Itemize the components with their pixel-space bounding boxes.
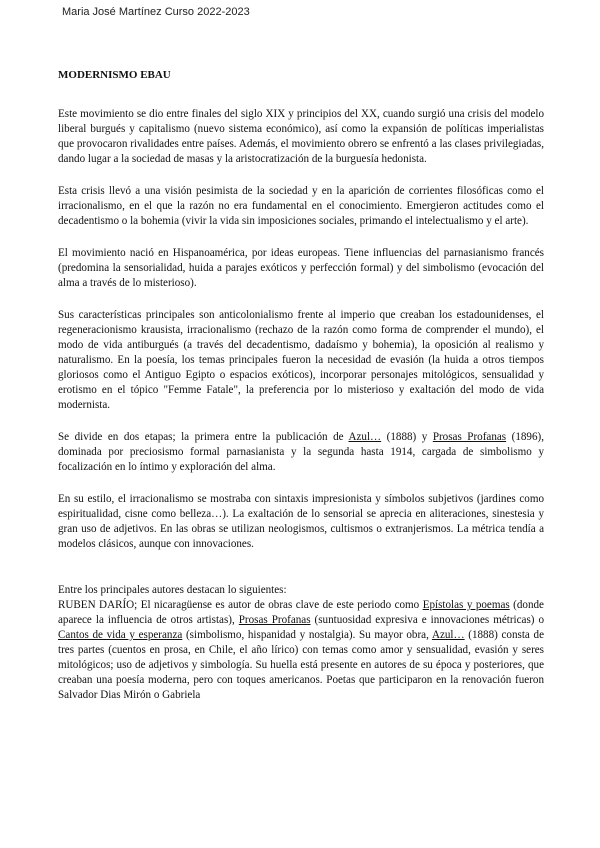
work-title-epistolas: Epístolas y poemas (422, 599, 510, 611)
paragraph-crisis: Esta crisis llevó a una visión pesimista de la sociedad y en la aparición de corrientes filosóficas como el irracionalismo, en el que la razón no era fundamental en el conocimiento. Emergieron actitudes como el decadentismo o la bohemia (vivir la vida sin imposiciones sociales, primando el intelectualismo y el arte). (58, 185, 544, 227)
dario-text-d: (simbolismo, hispanidad y nostalgia). Su mayor obra, (182, 629, 432, 641)
page-header: Maria José Martínez Curso 2022-2023 (62, 6, 250, 18)
work-title-cantos: Cantos de vida y esperanza (58, 629, 183, 641)
paragraph-origin: El movimiento nació en Hispanoamérica, por ideas europeas. Tiene influencias del parnasianismo francés (predomina la sensorialidad, huida a parajes exóticos y perfección formal) y del simbolismo (evocación del alma a través de lo misterioso). (58, 247, 544, 289)
document-title: MODERNISMO EBAU (58, 69, 171, 81)
work-title-prosas-profanas-2: Prosas Profanas (238, 614, 311, 626)
paragraph-authors-intro: Entre los principales autores destacan lo siguientes: (58, 584, 287, 596)
dario-text-a: RUBEN DARÍO; El nicaragüense es autor de obras clave de este periodo como (58, 599, 423, 611)
dario-text-c: (suntuosidad expresiva e innovaciones métricas) o (310, 614, 545, 626)
work-title-azul: Azul… (348, 431, 382, 443)
document-body (58, 68, 544, 720)
stages-text-c: (1896), dominada por preciosismo formal parnasianista y la segunda hasta 1914, cargada de simbolismo y focalización en lo íntimo y exploración del alma. (58, 431, 544, 473)
work-title-azul-2: Azul… (431, 629, 465, 641)
paragraph-context: Este movimiento se dio entre finales del siglo XIX y principios del XX, cuando surgió una crisis del modelo liberal burgués y capitalismo (nuevo sistema económico), así como la expansión de políticas imperialistas que provocaron rivalidades entre países. Además, el movimiento obrero se enfrentó a las clases privilegiadas, dando lugar a la sociedad de masas y la aristocratización de la burguesía hedonista. (58, 108, 544, 165)
dario-text-e: (1888) consta de tres partes (cuentos en prosa, en Chile, el año lírico) con temas como amor y sensualidad, evasión y seres mitológicos; uso de adjetivos y simbología. Su huella está presente en autores de su época y posteriores, que creaban una poesía moderna, pero con toques americanos. Poetas que participaron en la renovación fueron Salvador Dias Mirón o Gabriela (58, 629, 544, 701)
paragraph-characteristics: Sus características principales son anticolonialismo frente al imperio que creaban los estadounidenses, el regeneracionismo krausista, irracionalismo (rechazo de la razón como forma de comprender el mundo), el modo de vida antiburgués (a través del decadentismo, dadaísmo y bohemia), la oposición al realismo y naturalismo. En la poesía, los temas principales fueron la necesidad de evasión (la huida a otros tiempos gloriosos como el Antiguo Egipto o espacios exóticos), incorporar personajes mitológicos, sensualidad y erotismo en el tópico "Femme Fatale", la preferencia por lo misterioso y exaltación del modo de vida modernista. (58, 309, 544, 411)
stages-text-a: Se divide en dos etapas; la primera entre la publicación de (58, 431, 349, 443)
stages-text-b: (1888) y (381, 431, 433, 443)
paragraph-stages (58, 430, 544, 475)
dario-text-b: (donde aparece la influencia de otros artistas), (58, 599, 544, 626)
paragraph-style: En su estilo, el irracionalismo se mostraba con sintaxis impresionista y símbolos subjetivos (jardines como espiritualidad, cisne como belleza…). La exaltación de lo sensorial se aprecia en aliteraciones, sinestesia y gran uso de adjetivos. En las obras se utilizan neologismos, cultismos o extranjerismos. La métrica tendía a modelos clásicos, aunque con innovaciones. (58, 493, 544, 550)
work-title-prosas-profanas: Prosas Profanas (432, 431, 507, 443)
paragraph-ruben-dario (58, 598, 544, 703)
